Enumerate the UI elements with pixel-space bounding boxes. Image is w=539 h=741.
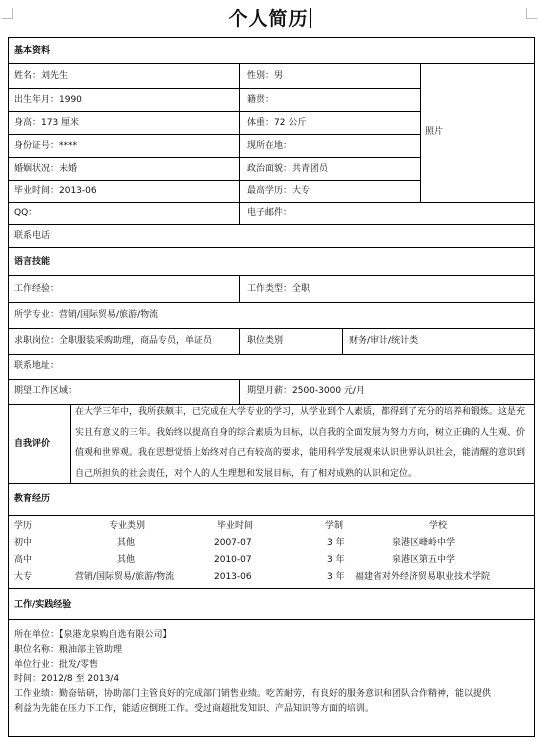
edu-row-3-duration: 3 年 bbox=[327, 572, 345, 582]
work-experience-field: 工作经验： bbox=[14, 284, 60, 294]
edu-row-2-level: 高中 bbox=[14, 555, 33, 565]
edu-row-2-duration: 3 年 bbox=[327, 555, 345, 565]
edu-header-date: 毕业时间 bbox=[217, 521, 254, 531]
edu-header-duration: 学制 bbox=[325, 521, 344, 531]
work-time: 时间：2012/8 至 2013/4 bbox=[14, 674, 120, 685]
weight-field: 体重：72 公斤 bbox=[247, 118, 307, 128]
work-company: 所在单位：【泉港龙泉购自选有限公司】 bbox=[14, 630, 172, 640]
major-field: 所学专业：营销/国际贸易/旅游/物流 bbox=[14, 310, 159, 320]
degree-field: 最高学历：大专 bbox=[247, 186, 311, 196]
edu-row-1-major: 其他 bbox=[117, 538, 136, 548]
id-number-field: 身份证号：**** bbox=[14, 141, 78, 151]
edu-row-3-major: 营销/国际贸易/旅游/物流 bbox=[75, 572, 175, 582]
photo-placeholder: 照片 bbox=[425, 127, 444, 137]
self-evaluation-text: 在大学三年中，我所获颇丰，已完成在大学专业的学习，从学业到个人素质，都得到了充分的培养和锻炼。这是充实且有意义的三年。我始终以提高自身的综合素质为目标，以自我的全面发展为努力方向，树立正确的人生观、价值观和世界观。我在思想觉悟上始终对自己有较高的要求，能用科学发展观来认识世界认识社会，能清醒的意识到自己所担负的社会责任，对个人的人生理想和发展目标，有了相对成熟的认识和定位。 bbox=[75, 407, 526, 479]
edu-row-1-date: 2007-07 bbox=[214, 538, 252, 548]
work-desc-line-1: 工作业绩：勤奋钻研，协助部门主管良好的完成部门销售业绩。吃苦耐劳，有良好的服务意识和团队合作精神，能以提供 bbox=[14, 689, 492, 700]
work-role: 职位名称：粮油部主管助理 bbox=[14, 644, 123, 655]
edu-row-3-school: 福建省对外经济贸易职业技术学院 bbox=[355, 572, 491, 582]
phone-field: 联系电话 bbox=[14, 231, 51, 241]
address-field: 联系地址： bbox=[14, 361, 60, 371]
section-language-skills: 语言技能 bbox=[14, 257, 51, 267]
position-category-label: 职位类别 bbox=[247, 336, 284, 346]
edu-row-3-date: 2013-06 bbox=[214, 572, 252, 582]
political-status-field: 政治面貌：共青团员 bbox=[247, 164, 329, 174]
edu-row-3-level: 大专 bbox=[14, 572, 33, 582]
edu-header-school: 学校 bbox=[429, 521, 448, 531]
gender-field: 性别：男 bbox=[247, 71, 284, 81]
edu-row-2-date: 2010-07 bbox=[214, 555, 252, 565]
resume-table bbox=[8, 37, 535, 737]
section-basic-info: 基本资料 bbox=[14, 46, 51, 56]
edu-header-major: 专业类别 bbox=[109, 521, 146, 531]
height-field: 身高：173 厘米 bbox=[14, 118, 80, 128]
work-experience-block bbox=[14, 628, 491, 717]
edu-row-2-school: 泉港区第五中学 bbox=[392, 555, 456, 565]
section-work-experience: 工作/实践经验 bbox=[14, 600, 72, 610]
email-field: 电子邮件： bbox=[247, 208, 293, 218]
name-field: 姓名：刘先生 bbox=[14, 71, 69, 81]
title-text: 个人简历 bbox=[228, 8, 309, 30]
target-position-field: 求职岗位：全职服装采购助理，商品专员，单证员 bbox=[14, 336, 213, 346]
work-industry: 单位行业：批发/零售 bbox=[14, 659, 99, 670]
work-type-field: 工作类型：全职 bbox=[247, 284, 311, 294]
section-self-evaluation: 自我评价 bbox=[14, 439, 51, 449]
expected-area-field: 期望工作区域： bbox=[14, 386, 78, 396]
graduation-field: 毕业时间：2013-06 bbox=[14, 186, 97, 196]
section-education: 教育经历 bbox=[14, 494, 51, 504]
current-location-field: 现所在地： bbox=[247, 141, 293, 151]
work-desc-line-2: 利益为先能在压力下工作，能适应倒班工作。受过商超批发知识、产品知识等方面的培训。 bbox=[14, 703, 375, 714]
qq-field: QQ： bbox=[14, 208, 38, 218]
edu-header-level: 学历 bbox=[14, 521, 33, 531]
edu-row-1-level: 初中 bbox=[14, 538, 33, 548]
edu-row-2-major: 其他 bbox=[117, 555, 136, 565]
position-category-value: 财务/审计/统计类 bbox=[349, 336, 419, 346]
edu-row-1-duration: 3 年 bbox=[327, 538, 345, 548]
birth-field: 出生年月：1990 bbox=[14, 95, 82, 105]
marital-status-field: 婚姻状况：未婚 bbox=[14, 164, 78, 174]
edu-row-1-school: 泉港区峰岭中学 bbox=[392, 538, 456, 548]
native-place-field: 籍贯： bbox=[247, 95, 275, 105]
page-title bbox=[0, 4, 539, 31]
text-cursor bbox=[310, 8, 311, 28]
expected-salary-field: 期望月薪：2500-3000 元/月 bbox=[247, 386, 365, 396]
